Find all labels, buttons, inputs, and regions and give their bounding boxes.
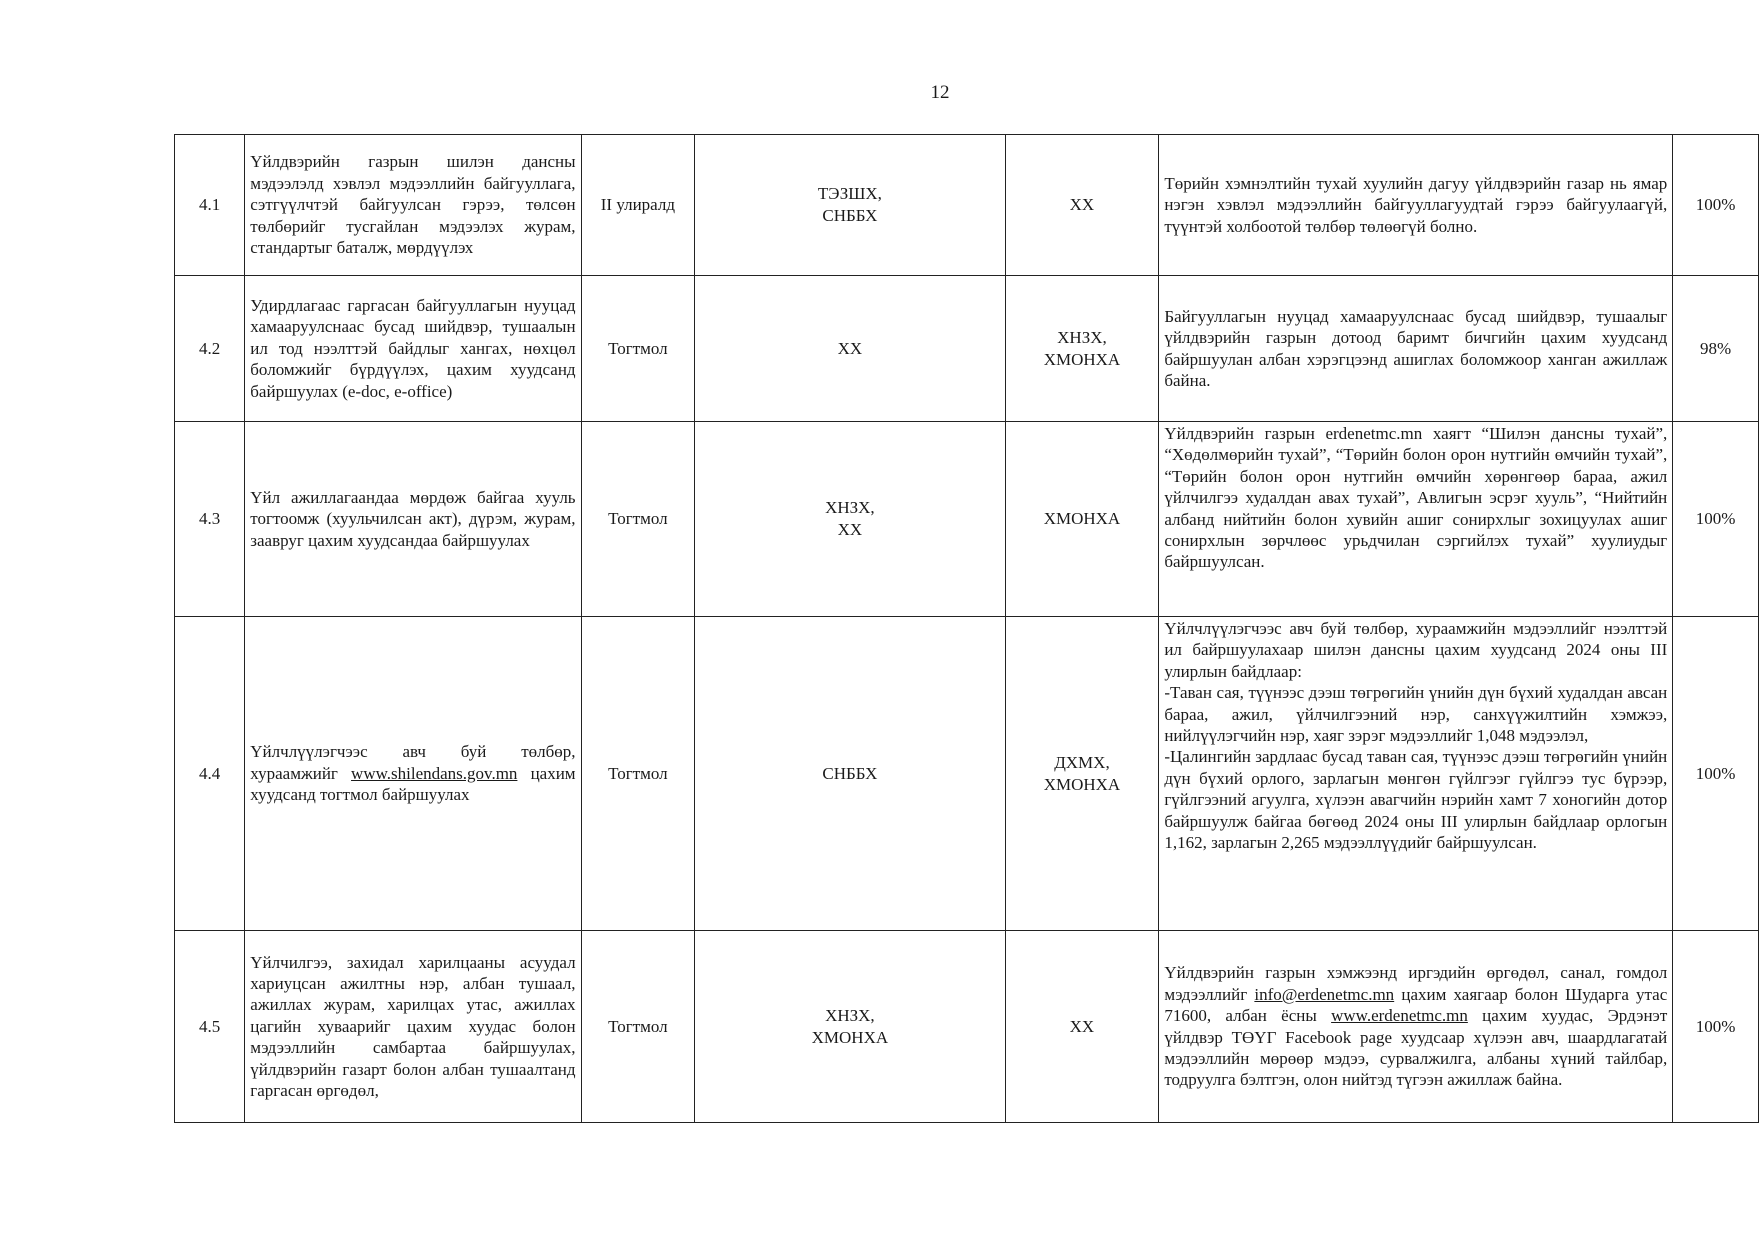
responsible-unit	[695, 422, 1005, 617]
email-link[interactable]: info@erdenetmc.mn	[1254, 984, 1395, 1004]
result-paragraph: -Таван сая, түүнээс дээш төгрөгийн үнийн дүн бүхий худалдан авсан бараа, ажил, үйлчилгээний нэр, санхүүжилтийн хэмжээ, нийлүүлэгчийн нэр, хаяг зэрэг мэдээллийг 1,048 мэдээлэл,	[1164, 683, 1668, 746]
task-description: Үйлчилгээ, захидал харилцааны асуудал хариуцсан ажилтны нэр, албан тушаал, ажиллах журам, харилцах утас, ажиллах цагийн хуваарийг цахим хуудас болон мэдээллийн самбартаа байршуулах, үйлдвэрийн газарт болон албан тушаалтанд гаргасан өргөдөл,	[245, 931, 581, 1123]
row-number: 4.4	[175, 617, 245, 931]
result-text-part: цахим хуудас, Эрдэнэт үйлдвэр ТӨҮГ Facebook page хуудсаар хүлээн авч, шаардлагатай мэдээллийн мөрөөр мэдээ, сурвалжилга, албаны хүний тайлбар, тодруулга бэлтгэн, олон нийтэд түгээн ажиллаж байна.	[1164, 1006, 1668, 1090]
responsible-unit-line: СНББХ	[822, 206, 878, 225]
task-description: Үйл ажиллагаандаа мөрдөж байгаа хууль тогтоомж (хуульчилсан акт), дүрэм, журам, заавруг цахим хуудсандаа байршуулах	[245, 422, 581, 617]
responsible-unit-line: ХМОНХА	[811, 1027, 889, 1047]
table-row	[175, 135, 1759, 276]
row-number: 4.2	[175, 276, 245, 422]
cooperating-unit-line: ХМОНХА	[1043, 509, 1121, 529]
responsible-unit-line: СНББХ	[822, 763, 878, 783]
completion-percent: 98%	[1673, 276, 1759, 422]
row-number: 4.3	[175, 422, 245, 617]
implementation-time: Тогтмол	[581, 931, 695, 1123]
responsible-unit	[695, 931, 1005, 1123]
result-text	[1159, 931, 1673, 1123]
shilendans-link[interactable]: www.shilendans.gov.mn	[351, 763, 518, 783]
result-text-part: Үйлдвэрийн газрын хэмжээнд иргэдийн өргөдөл, санал, гомдол мэдээллийг	[1164, 963, 1668, 1004]
cooperating-unit	[1005, 135, 1159, 276]
responsible-unit-line: ТЭЗШХ,	[817, 184, 882, 203]
cooperating-unit	[1005, 422, 1159, 617]
result-text	[1159, 617, 1673, 931]
responsible-unit	[695, 135, 1005, 276]
responsible-unit	[695, 617, 1005, 931]
responsible-unit	[695, 276, 1005, 422]
implementation-time: II улиралд	[581, 135, 695, 276]
table-row	[175, 276, 1759, 422]
page-number: 12	[930, 82, 950, 103]
implementation-time: Тогтмол	[581, 276, 695, 422]
responsible-unit-line: ХХ	[837, 338, 863, 358]
result-text: Төрийн хэмнэлтийн тухай хуулийн дагуу үйлдвэрийн газар нь ямар нэгэн хэвлэл мэдээллийн байгууллагуудтай гэрээ байгуулаагүй, түүнтэй холбоотой төлбөр төлөөгүй болно.	[1159, 135, 1673, 276]
responsible-unit-line: ХХ	[837, 520, 863, 539]
cooperating-unit-line: ХХ	[1069, 195, 1095, 215]
result-paragraph: -Цалингийн зардлаас бусад таван сая, түүнээс дээш төгрөгийн үнийн дүн бүхий орлого, зарлагын мөнгөн гүйлгээг гүйлгээ тус бүрээр, гүйлгээний агуулга, хүлээн авагчийн нэрийн хамт 7 хоногийн дотор байршуулж байгаа бөгөөд 2024 оны III улирлын байдлаар орлогын 1,162, зарлагын 2,265 мэдээллүүдийг байршуулсан.	[1164, 747, 1668, 853]
completion-percent: 100%	[1673, 617, 1759, 931]
cooperating-unit-line: ХХ	[1069, 1016, 1095, 1036]
cooperating-unit-line: ХНЗХ,	[1057, 327, 1107, 347]
task-description: Үйлдвэрийн газрын шилэн дансны мэдээлэлд хэвлэл мэдээллийн байгууллага, сэтгүүлчтэй байгуулсан гэрээ, төлсөн төлбөрийг тусгайлан мэдээлэх журам, стандартыг баталж, мөрдүүлэх	[245, 135, 581, 276]
plan-report-table	[174, 134, 1759, 1123]
table-row	[175, 931, 1759, 1123]
task-description: Удирдлагаас гаргасан байгууллагын нууцад хамааруулснаас бусад шийдвэр, тушаалын ил тод нээлттэй байдлыг хангах, нөхцөл боломжийг бүрдүүлэх, цахим хуудсанд байршуулах (e-doc, e-office)	[245, 276, 581, 422]
result-text: Байгууллагын нууцад хамааруулснаас бусад шийдвэр, тушаалыг үйлдвэрийн газрын дотоод баримт бичгийн цахим хуудсанд байршуулан албан хэрэгцээнд ашиглах боломжоор ханган ажиллаж байна.	[1159, 276, 1673, 422]
implementation-time: Тогтмол	[581, 422, 695, 617]
result-text: Үйлдвэрийн газрын erdenetmc.mn хаягт “Шилэн дансны тухай”, “Хөдөлмөрийн тухай”, “Төрийн болон орон нутгийн өмчийн тухай”, “Төрийн болон орон нутгийн өмчийн хөрөнгөөр бараа, ажил үйлчилгээ худалдан авах тухай”, Авлигын эсрэг хууль”, “Нийтийн албанд нийтийн болон хувийн ашиг сонирхлыг зохицуулах ашиг сонирхлын зөрчлөөс урьдчилан сэргийлэх тухай” хуулиудыг байршуулсан.	[1159, 422, 1673, 617]
task-description	[245, 617, 581, 931]
row-number: 4.1	[175, 135, 245, 276]
cooperating-unit	[1005, 276, 1159, 422]
cooperating-unit-line: ДХМХ,	[1054, 752, 1110, 772]
completion-percent: 100%	[1673, 422, 1759, 617]
task-text: Үйлчлүүлэгчээс авч буй төлбөр, хураамжийг	[250, 742, 576, 783]
row-number: 4.5	[175, 931, 245, 1123]
table-row	[175, 617, 1759, 931]
responsible-unit-line: ХНЗХ,	[825, 1005, 875, 1025]
result-text-part: цахим хаягаар болон Шударга утас 71600, албан ёсны	[1164, 984, 1668, 1026]
cooperating-unit	[1005, 931, 1159, 1123]
completion-percent: 100%	[1673, 135, 1759, 276]
table-row	[175, 422, 1759, 617]
completion-percent: 100%	[1673, 931, 1759, 1123]
website-link[interactable]: www.erdenetmc.mn	[1331, 1006, 1468, 1026]
cooperating-unit	[1005, 617, 1159, 931]
responsible-unit-line: ХНЗХ,	[825, 498, 875, 517]
cooperating-unit-line: ХМОНХА	[1043, 774, 1121, 794]
task-text: цахим хуудсанд тогтмол байршуулах	[250, 763, 576, 805]
implementation-time: Тогтмол	[581, 617, 695, 931]
cooperating-unit-line: ХМОНХА	[1043, 349, 1121, 369]
result-paragraph: Үйлчлүүлэгчээс авч буй төлбөр, хураамжийн мэдээллийг нээлттэй ил байршуулахаар шилэн дансны цахим хуудсанд 2024 оны III улирлын байдлаар:	[1164, 619, 1668, 681]
